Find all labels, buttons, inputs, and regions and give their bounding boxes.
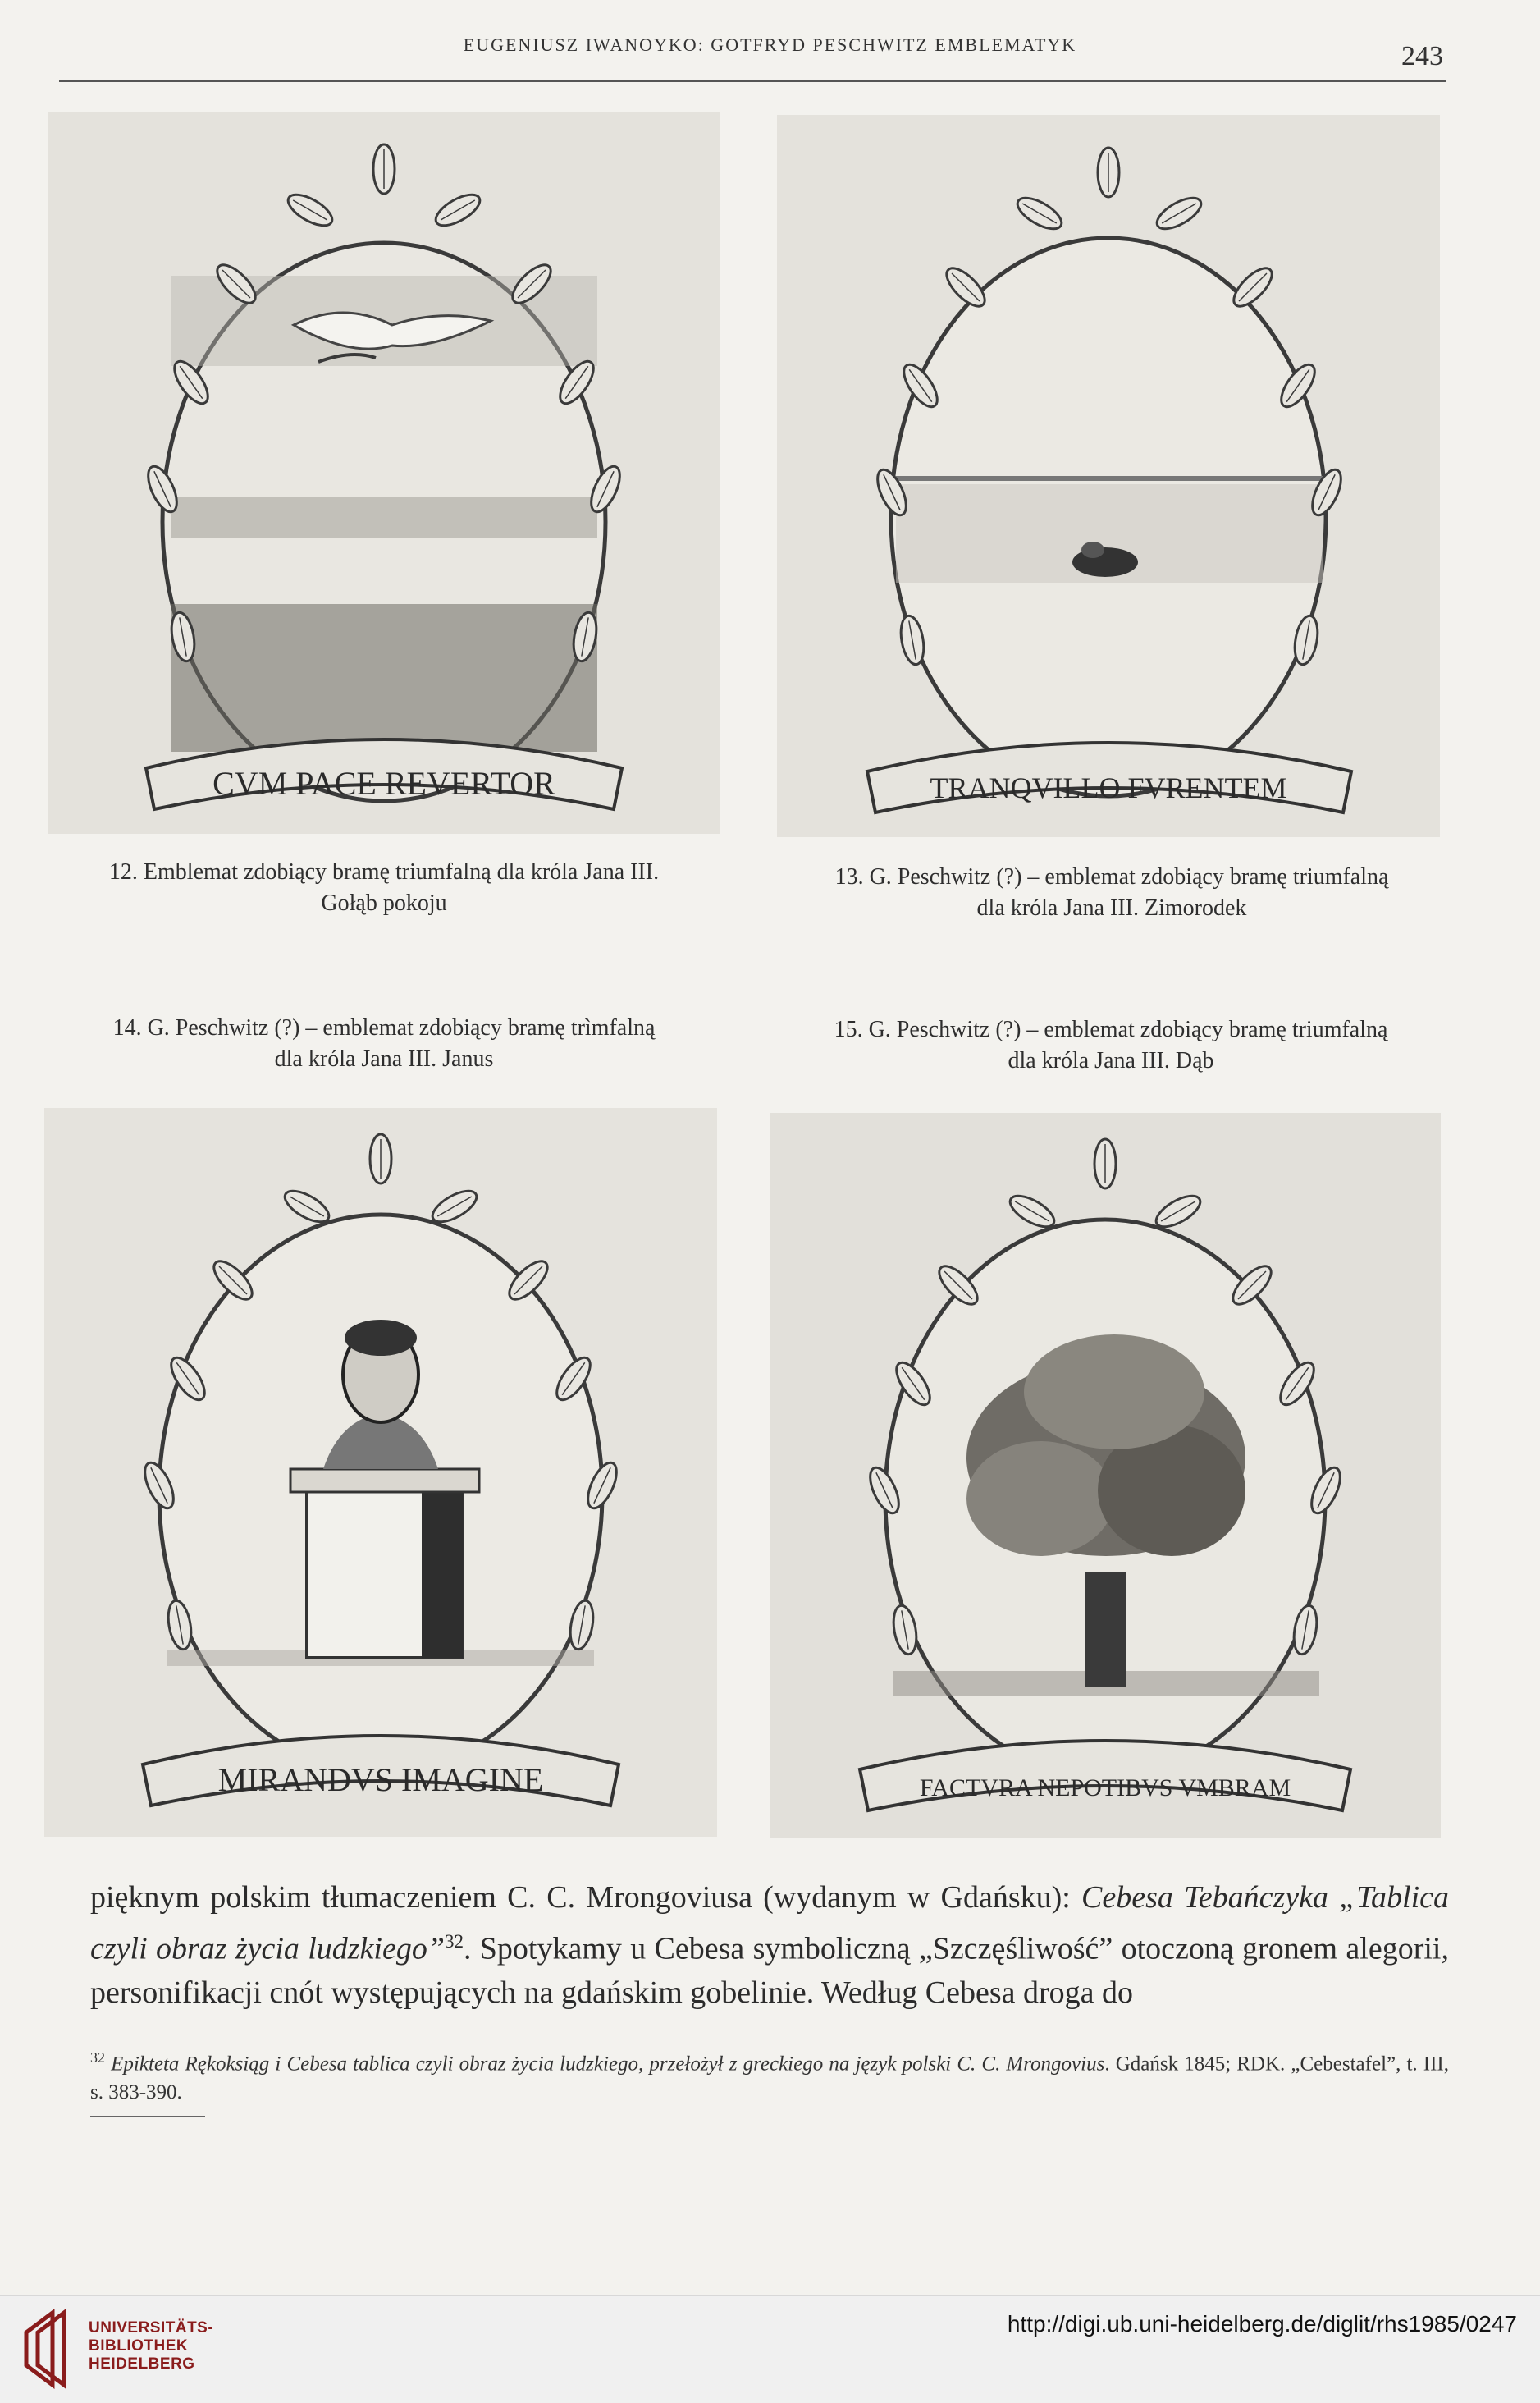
emblem-oak — [770, 1113, 1441, 1838]
motto-text: TRANQVILLO FVRENTEM — [930, 771, 1287, 804]
library-name: UNIVERSITÄTS- BIBLIOTHEK HEIDELBERG — [89, 2319, 214, 2373]
footnote-rule — [90, 2116, 205, 2117]
emblem-kingfisher — [777, 115, 1440, 837]
figure-12-caption: 12. Emblemat zdobiący bramę triumfalną dla króla Jana III. Gołąb pokoju — [108, 859, 660, 916]
header-rule — [59, 80, 1446, 82]
figure-13-image — [777, 115, 1440, 837]
library-logo-icon — [20, 2308, 77, 2390]
figure-14-caption: 14. G. Peschwitz (?) – emblemat zdobiący bramę trìmfalną dla króla Jana III. Janus — [112, 1015, 656, 1072]
footnote-number: 32 — [90, 2049, 105, 2066]
figure-14-image — [44, 1108, 717, 1837]
motto-text: MIRANDVS IMAGINE — [217, 1761, 544, 1798]
source-url[interactable]: http://digi.ub.uni-heidelberg.de/diglit/rhs1985/0247 — [1007, 2311, 1517, 2337]
running-head: EUGENIUSZ IWANOYKO: GOTFRYD PESCHWITZ EMBLEMATYK — [463, 34, 1077, 55]
figure-12-image — [48, 112, 720, 834]
emblem-janus — [44, 1108, 717, 1837]
book-title: Cebesa Tebańczyka „Tablica czyli obraz życia ludzkiego” — [90, 1880, 1449, 1966]
motto-text: FACTVRA NEPOTIBVS VMBRAM — [919, 1774, 1291, 1801]
motto-text: CVM PACE REVERTOR — [212, 765, 555, 802]
figure-15-image — [770, 1113, 1441, 1838]
footnote-reference[interactable]: 32 — [444, 1931, 464, 1952]
page-header — [0, 0, 1540, 90]
footnote-32: $^{32}$ Epikteta Rękoksiąg i Cebesa tablica czyli obraz życia ludzkiego, przełożył z greckiego na język polski C. C. Mrongovius. Gdańsk 1845; RDK. „Cebestafel”, t. III, s. 383-390. — [90, 2049, 1450, 2104]
figure-13-caption: 13. G. Peschwitz (?) – emblemat zdobiący bramę triumfalną dla króla Jana III. Zimorodek — [834, 864, 1389, 921]
page-number: 243 — [1401, 41, 1443, 71]
emblem-dove — [48, 112, 720, 834]
figure-15-caption: 15. G. Peschwitz (?) – emblemat zdobiący bramę triumfalną dla króla Jana III. Dąb — [834, 1017, 1388, 1073]
body-paragraph: pięknym polskim tłumaczeniem C. C. Mrongoviusa (wydanym w Gdańsku): Cebesa Tebańczyka „Tablica czyli obraz życia ludzkiego”$^{32}$. Spotykamy u Cebesa symboliczną „Szczęśliwość” otoczoną gronem alegorii, personifikacji cnót występujących na gdańskim gobelinie. Według Cebesa droga do — [90, 1880, 1449, 2010]
